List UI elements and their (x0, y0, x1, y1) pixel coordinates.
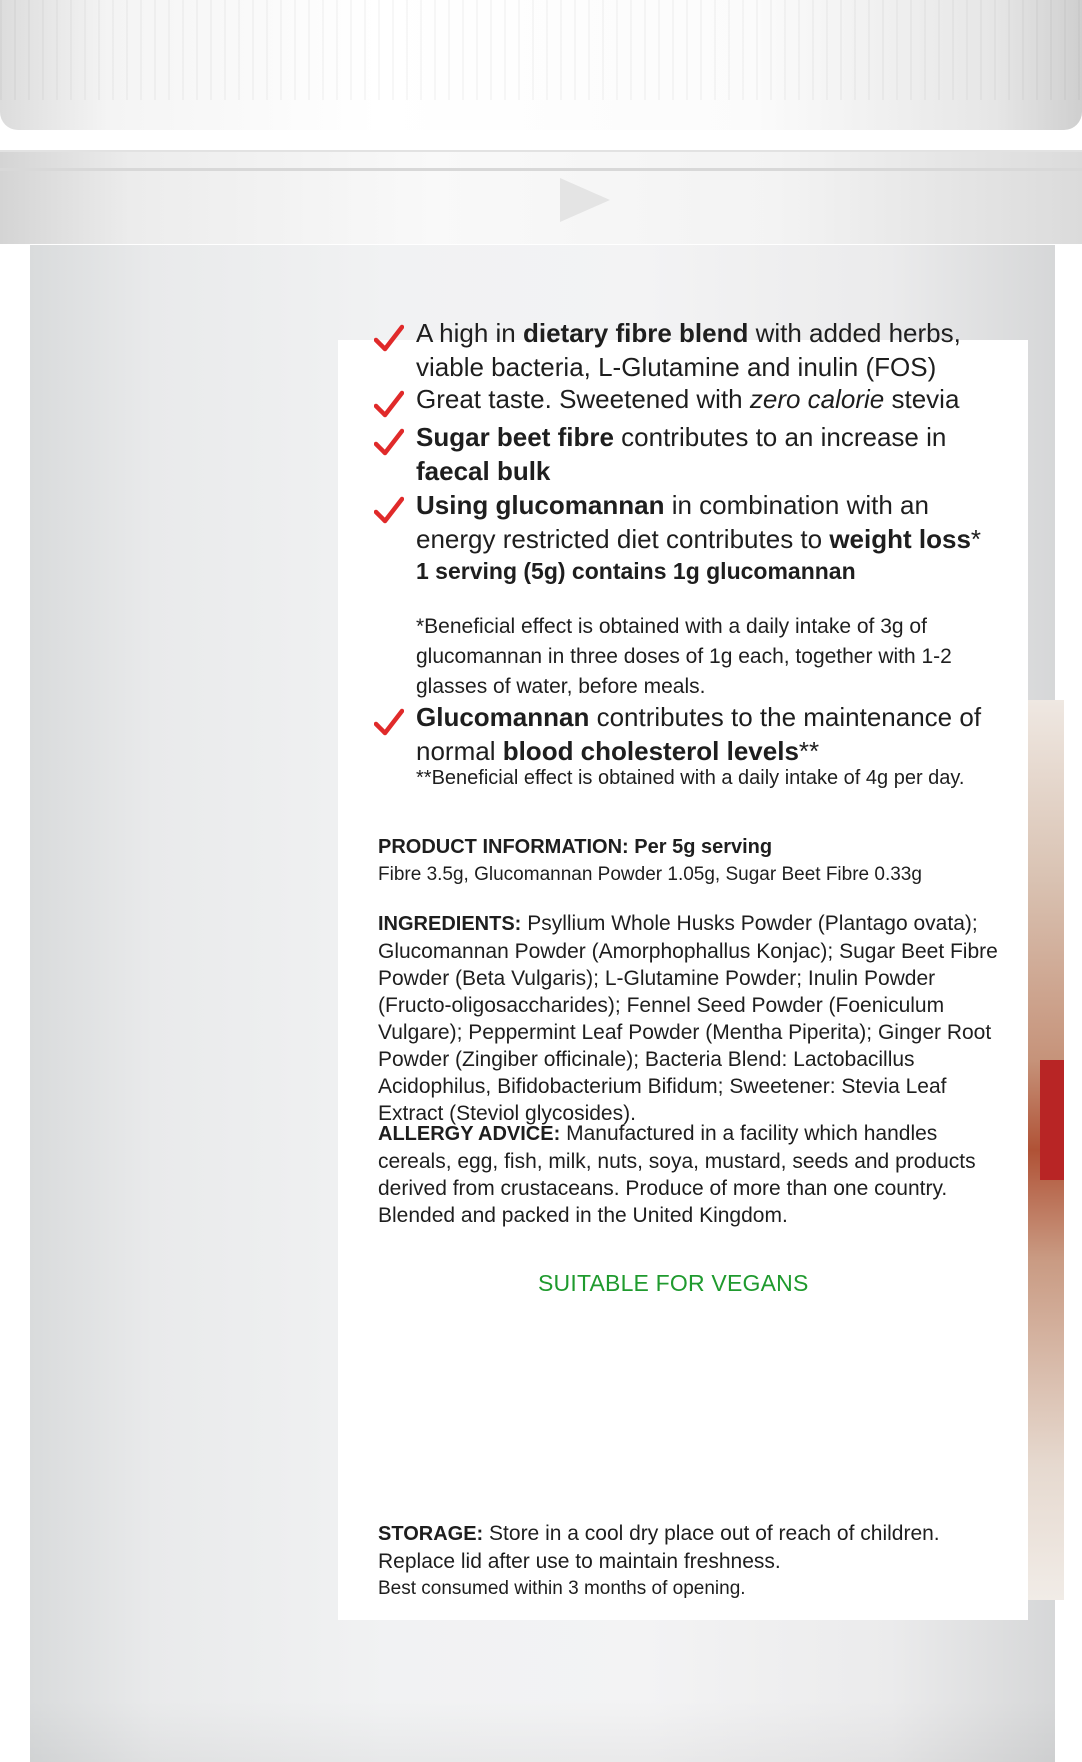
allergy-heading: ALLERGY ADVICE: (378, 1123, 561, 1145)
container-shadow (30, 1700, 1055, 1762)
bullet-text: Sugar beet fibre contributes to an increase in faecal bulk (416, 422, 947, 486)
check-icon (374, 428, 404, 456)
allergy-advice (378, 1120, 1008, 1229)
check-icon (374, 708, 404, 736)
benefit-bullet-sugar-beet (374, 420, 984, 488)
benefit-bullet-glucomannan-weight-loss (374, 488, 984, 586)
suitable-for-vegans: SUITABLE FOR VEGANS (538, 1270, 809, 1296)
bullet-text: Using glucomannan in combination with an energy restricted diet contributes to weight loss* (416, 490, 982, 554)
glucomannan-footnote: *Beneficial effect is obtained with a daily intake of 3g of glucomannan in three doses of 1g each, together with 1-2 glasses of water, before meals. (416, 615, 952, 698)
check-icon (374, 390, 404, 418)
check-icon (374, 496, 404, 524)
product-information-text: Fibre 3.5g, Glucomannan Powder 1.05g, Sugar Beet Fibre 0.33g (378, 864, 922, 885)
lid-arrow-tab (560, 178, 610, 222)
storage-line-2: Replace lid after use to maintain freshness. (378, 1550, 781, 1573)
benefit-bullet-fibre-blend (374, 316, 984, 384)
bullet-text: Glucomannan contributes to the maintenance of normal blood cholesterol levels** (416, 702, 982, 766)
ingredients-heading: INGREDIENTS: (378, 913, 522, 935)
storage-heading: STORAGE: (378, 1523, 484, 1545)
cholesterol-footnote: **Beneficial effect is obtained with a daily intake of 4g per day. (416, 767, 965, 789)
storage-line-3: Best consumed within 3 months of opening. (378, 1578, 746, 1599)
storage (378, 1520, 1008, 1602)
ingredients (378, 910, 1008, 1127)
benefit-bullet-taste (374, 382, 984, 416)
serving-glucomannan-line: 1 serving (5g) contains 1g glucomannan (416, 558, 856, 584)
allergy-text: Manufactured in a facility which handles cereals, egg, fish, milk, nuts, soya, mustard, seeds and products derived from crustaceans. Produce of more than one country. Blended and packed in the United Kingdom. (378, 1122, 976, 1227)
product-information-heading: PRODUCT INFORMATION: Per 5g serving (378, 836, 773, 858)
bullet-text: Great taste. Sweetened with zero calorie stevia (416, 384, 960, 414)
check-icon (374, 324, 404, 352)
bullet-text: A high in dietary fibre blend with added herbs, viable bacteria, L-Glutamine and inulin (FOS) (416, 318, 961, 382)
back-label (338, 318, 1028, 1620)
container-lid (0, 0, 1082, 130)
lid-ridges (0, 0, 1082, 100)
ingredients-text: Psyllium Whole Husks Powder (Plantago ovata); Glucomannan Powder (Amorphophallus Konjac); Sugar Beet Fibre Powder (Beta Vulgaris); L-Glutamine Powder; Inulin Powder (Fructo-oligosaccharides); Fennel Seed Powder (Foeniculum Vulgare); Peppermint Leaf Powder (Mentha Piperita); Ginger Root Powder (Zingiber officinale); Bacteria Blend: Lactobacillus Acidophilus, Bifidobacterium Bifidum; Sweetener: Stevia Leaf Extract (Steviol glycosides). (378, 912, 998, 1125)
front-label-red-band (1040, 1060, 1064, 1180)
storage-text: Store in a cool dry place out of reach of children. (489, 1522, 940, 1545)
lid-seam (0, 168, 1082, 171)
benefit-bullet-cholesterol (374, 700, 984, 768)
lid-band (0, 150, 1082, 244)
product-information (378, 834, 1008, 888)
